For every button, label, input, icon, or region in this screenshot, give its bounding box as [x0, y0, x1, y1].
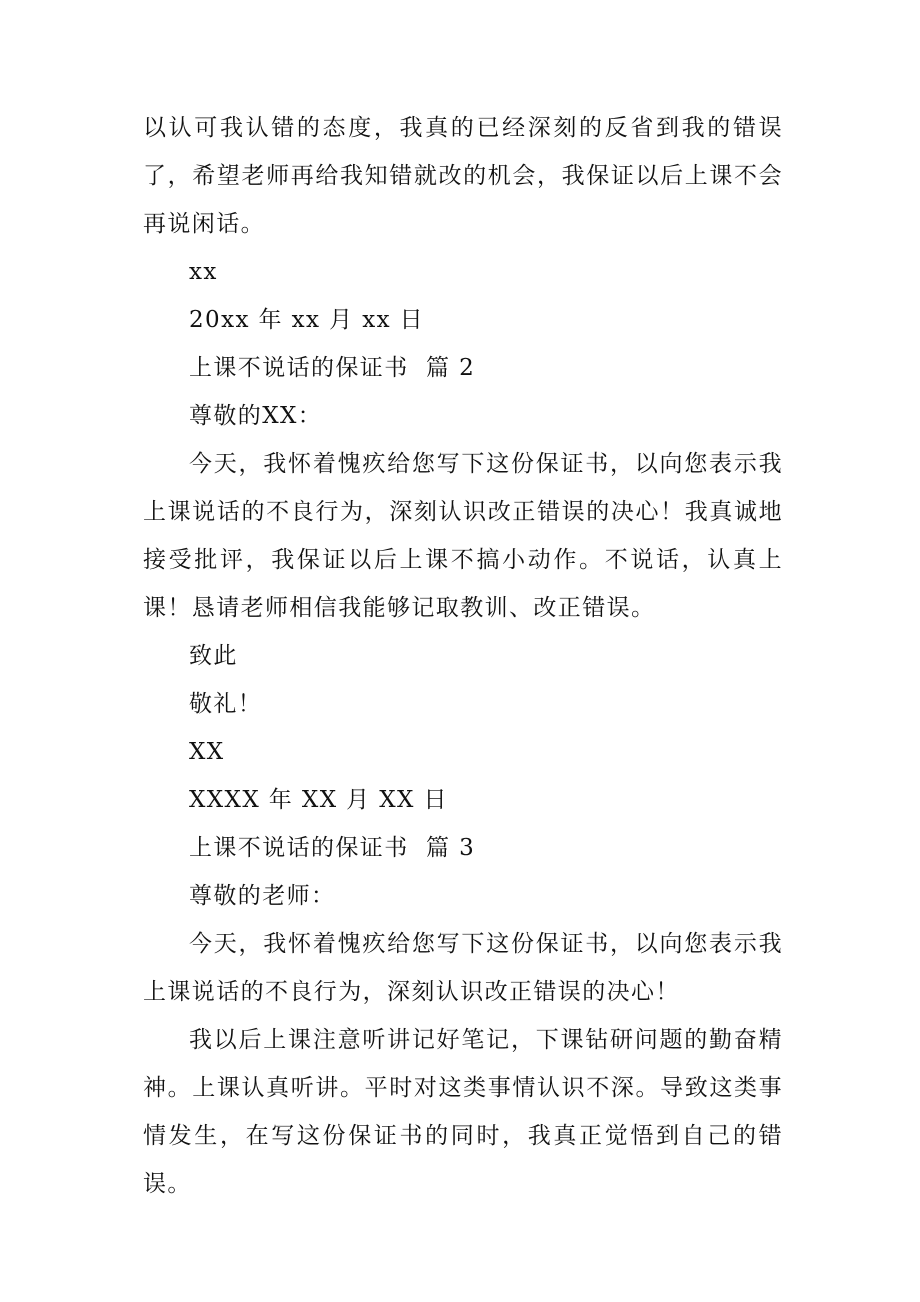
section3-title: 上课不说话的保证书 篇 3	[189, 835, 476, 861]
opening-paragraph: 以认可我认错的态度，我真的已经深刻的反省到我的错误了，希望老师再给我知错就改的机会，我保证以后上课不会再说闲话。	[143, 115, 783, 237]
section2-body: 今天，我怀着愧疚给您写下这份保证书，以向您表示我上课说话的不良行为，深刻认识改正错误的决心！我真诚地接受批评，我保证以后上课不搞小动作。不说话，认真上课！恳请老师相信我能够记取教训、改正错误。	[143, 451, 783, 621]
section3-body-1: 今天，我怀着愧疚给您写下这份保证书，以向您表示我上课说话的不良行为，深刻认识改正错误的决心！	[143, 931, 783, 1005]
section2-title: 上课不说话的保证书 篇 2	[189, 355, 476, 381]
section2-signature: XX	[189, 739, 225, 765]
section1-date: 20xx 年 xx 月 xx 日	[189, 307, 425, 333]
section2-salutation: 尊敬的XX：	[189, 403, 323, 429]
section2-closing-2: 敬礼！	[189, 691, 263, 717]
section1-signature: xx	[189, 259, 218, 285]
document-body	[143, 104, 783, 1208]
section2-date: XXXX 年 XX 月 XX 日	[189, 787, 448, 813]
section3-body-2: 我以后上课注意听讲记好笔记，下课钻研问题的勤奋精神。上课认真听讲。平时对这类事情认识不深。导致这类事情发生，在写这份保证书的同时，我真正觉悟到自己的错误。	[143, 1027, 783, 1197]
section2-closing-1: 致此	[189, 643, 238, 669]
section3-salutation: 尊敬的老师：	[189, 883, 336, 909]
